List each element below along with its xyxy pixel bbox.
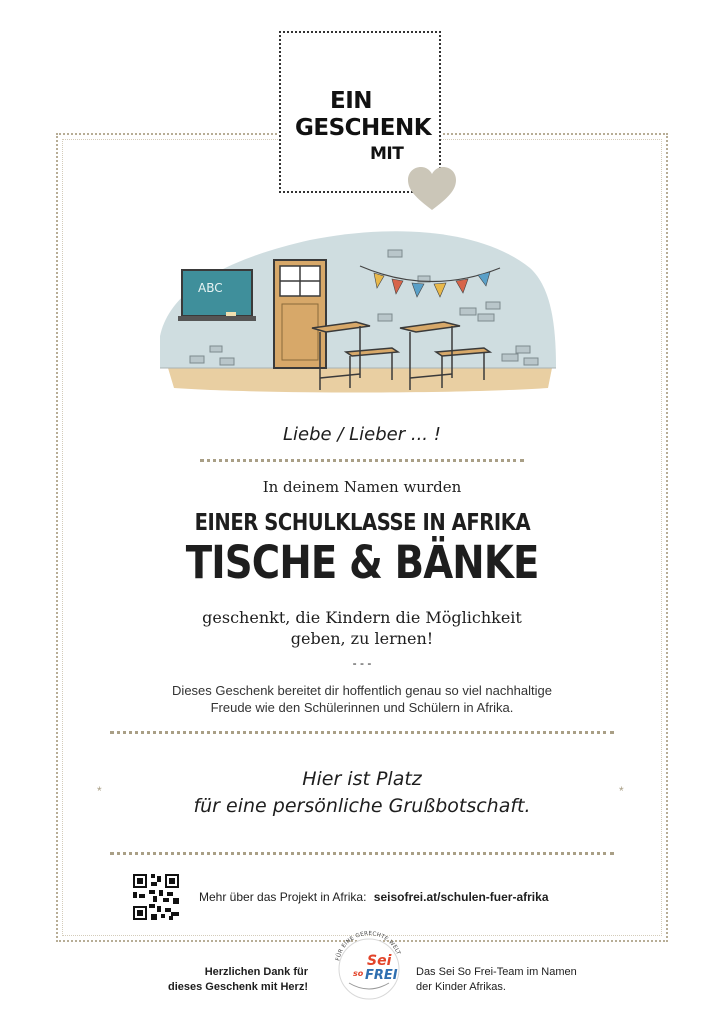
- gift-text-line-1: geschenkt, die Kindern die Möglichkeit: [202, 608, 522, 627]
- logo-word-sei: Sei: [367, 953, 392, 969]
- gift-text-line-2: geben, zu lernen!: [290, 629, 434, 648]
- classroom-illustration: [160, 218, 556, 398]
- body-text-line-1: Dieses Geschenk bereitet dir hoffentlich genau so viel nachhaltige: [172, 683, 552, 698]
- message-placeholder-line-2: für eine persönliche Grußbotschaft.: [193, 795, 531, 817]
- project-link[interactable]: seisofrei.at/schulen-fuer-afrika: [373, 890, 549, 904]
- project-label: Mehr über das Projekt in Afrika:: [199, 890, 367, 904]
- logo-word-frei: FREI: [365, 968, 398, 983]
- thanks-text: [150, 965, 308, 995]
- message-placeholder-line-1: Hier ist Platz: [302, 768, 422, 790]
- message-marker-right: *: [619, 784, 624, 798]
- heart-icon: [406, 166, 458, 212]
- header-line-3: MIT: [370, 144, 404, 164]
- sei-so-frei-logo[interactable]: [329, 925, 409, 1005]
- header-line-2: GESCHENK: [295, 115, 432, 141]
- logo-arc-text: FÜR EINE GERECHTE WELT: [335, 930, 402, 962]
- headline-2-text: TISCHE & BÄNKE: [185, 536, 539, 589]
- separator: - - -: [352, 656, 372, 670]
- divider-bottom: [110, 852, 614, 855]
- blackboard-text: ABC: [198, 281, 223, 295]
- project-info: [199, 890, 549, 904]
- headline-1: [0, 510, 724, 536]
- logo-word-so: so: [353, 969, 364, 978]
- team-text: [416, 965, 577, 995]
- body-text-line-2: Freude wie den Schülerinnen und Schülern in Afrika.: [210, 700, 514, 715]
- header-line-1: EIN: [330, 88, 373, 114]
- headline-1-text: EINER SCHULKLASSE IN AFRIKA: [194, 510, 530, 536]
- intro-text: In deinem Namen wurden: [262, 478, 462, 496]
- headline-2: [0, 536, 724, 589]
- qr-code[interactable]: [133, 874, 179, 920]
- divider-middle: [110, 731, 614, 734]
- greeting: Liebe / Lieber ... !: [283, 424, 441, 445]
- team-line-1: Das Sei So Frei-Team im Namen: [416, 966, 577, 978]
- thanks-line-2: dieses Geschenk mit Herz!: [167, 981, 308, 993]
- message-marker-left: *: [97, 784, 102, 798]
- divider-top: [200, 459, 524, 462]
- thanks-line-1: Herzlichen Dank für: [204, 966, 308, 978]
- team-line-2: der Kinder Afrikas.: [416, 981, 506, 993]
